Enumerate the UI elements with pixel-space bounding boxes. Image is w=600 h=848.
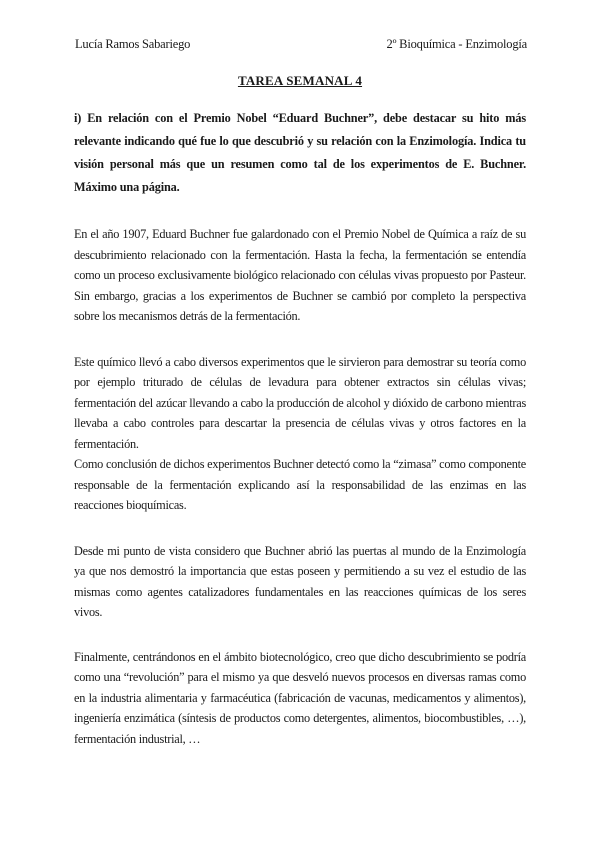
header-author: Lucía Ramos Sabariego (75, 37, 191, 51)
paragraph-biotech: Finalmente, centrándonos en el ámbito biotecnológico, creo que dicho descubrimiento se podría como una “revolución” para el mismo ya que desveló nuevos procesos en diversas ramas como en la industria alimentaria y farmacéutica (fabricación de vacunas, medicamentos y alimentos), ingeniería enzimática (síntesis de productos como detergentes, alimentos, biocombustibles, …), fermentación industrial, … (74, 649, 526, 746)
paragraph-experiments: Este químico llevó a cabo diversos experimentos que le sirvieron para demostrar su teoría como por ejemplo triturado de células de levadura para obtener extractos sin células vivas; fermentación del azúcar llevando a cabo la producción de alcohol y dióxido de carbono mientras llevaba a cabo controles para descartar la presencia de células vivas y otros factores en la fermentación. (74, 354, 526, 451)
paragraph-conclusion: Como conclusión de dichos experimentos Buchner detectó como la “zimasa” como componente responsable de la fermentación explicando así la responsabilidad de las enzimas en las reacciones bioquímicas. (74, 457, 526, 512)
document-title: TAREA SEMANAL 4 (237, 73, 363, 88)
header-course: 2º Bioquímica - Enzimología (386, 37, 527, 51)
page-header (75, 37, 527, 52)
document-body (74, 107, 526, 749)
paragraph-personal-view: Desde mi punto de vista considero que Buchner abrió las puertas al mundo de la Enzimología ya que nos demostró la importancia que estas poseen y permitiendo a su vez el estudio de las mismas como agentes catalizadores fundamentales en las reacciones químicas de los seres vivos. (74, 543, 526, 619)
assignment-question: i) En relación con el Premio Nobel “Eduard Buchner”, debe destacar su hito más relevante indicando qué fue lo que descubrió y su relación con la Enzimología. Indica tu visión personal más que un resumen como tal de los experimentos de E. Buchner. Máximo una página. (74, 111, 526, 194)
paragraph-nobel: En el año 1907, Eduard Buchner fue galardonado con el Premio Nobel de Química a raíz de su descubrimiento relacionado con la fermentación. Hasta la fecha, la fermentación se entendía como un proceso exclusivamente biológico relacionado con células vivas propuesto por Pasteur. Sin embargo, gracias a los experimentos de Buchner se cambió por completo la perspectiva sobre los mecanismos detrás de la fermentación. (74, 227, 526, 323)
